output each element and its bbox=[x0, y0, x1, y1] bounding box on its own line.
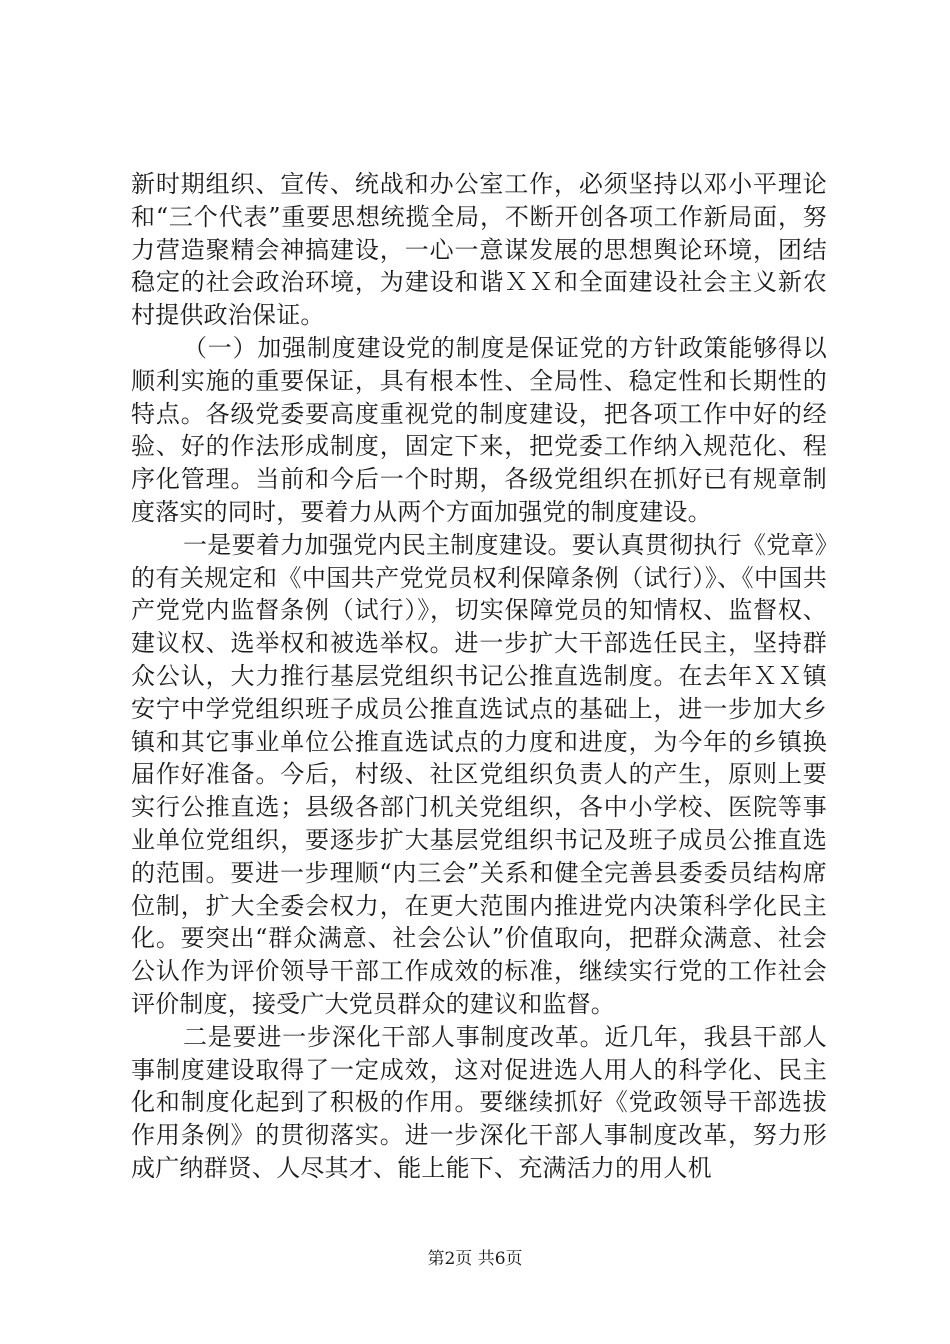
document-body bbox=[131, 168, 827, 1185]
paragraph-point-one: 一是要着力加强党内民主制度建设。要认真贯彻执行《党章》的有关规定和《中国共产党党员权利保障条例（试行）》、《中国共产党党内监督条例（试行）》，切实保障党员的知情权、监督权、建议权、选举权和被选举权。进一步扩大干部选任民主，坚持群众公认，大力推行基层党组织书记公推直选制度。在去年ＸＸ镇安宁中学党组织班子成员公推直选试点的基础上，进一步加大乡镇和其它事业单位公推直选试点的力度和进度，为今年的乡镇换届作好准备。今后，村级、社区党组织负责人的产生，原则上要实行公推直选；县级各部门机关党组织，各中小学校、医院等事业单位党组织，要逐步扩大基层党组织书记及班子成员公推直选的范围。要进一步理顺“内三会”关系和健全完善县委委员结构席位制，扩大全委会权力，在更大范围内推进党内决策科学化民主化。要突出“群众满意、社会公认”价值取向，把群众满意、社会公认作为评价领导干部工作成效的标准，继续实行党的工作社会评价制度，接受广大党员群众的建议和监督。 bbox=[131, 530, 827, 1018]
paragraph-intro: 新时期组织、宣传、统战和办公室工作，必须坚持以邓小平理论和“三个代表”重要思想统揽全局，不断开创各项工作新局面，努力营造聚精会神搞建设，一心一意谋发展的思想舆论环境，团结稳定的社会政治环境，为建设和谐ＸＸ和全面建设社会主义新农村提供政治保证。 bbox=[131, 170, 827, 330]
page-footer: 第2页 共6页 bbox=[427, 1249, 523, 1269]
paragraph-point-two: 二是要进一步深化干部人事制度改革。近几年，我县干部人事制度建设取得了一定成效，这对促进选人用人的科学化、民主化和制度化起到了积极的作用。要继续抓好《党政领导干部选拔作用条例》的贯彻落实。进一步深化干部人事制度改革，努力形成广纳群贤、人尽其才、能上能下、充满活力的用人机 bbox=[131, 1022, 827, 1182]
paragraph-section-one: （一）加强制度建设党的制度是保证党的方针政策能够得以顺利实施的重要保证，具有根本性、全局性、稳定性和长期性的特点。各级党委要高度重视党的制度建设，把各项工作中好的经验、好的作法形成制度，固定下来，把党委工作纳入规范化、程序化管理。当前和今后一个时期，各级党组织在抓好已有规章制度落实的同时，要着力从两个方面加强党的制度建设。 bbox=[131, 333, 827, 526]
